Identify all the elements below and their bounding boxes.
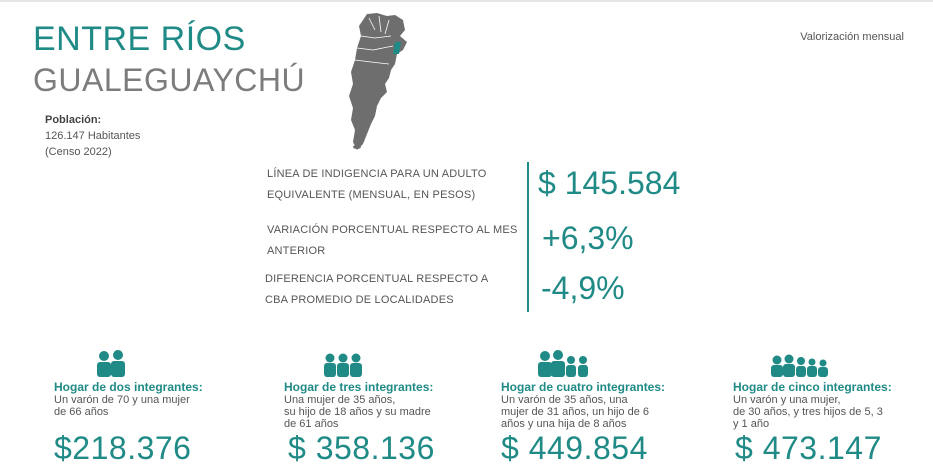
household-3-desc-line2: su hijo de 18 años y su madre (284, 406, 431, 418)
population-value: 126.147 Habitantes (45, 130, 141, 142)
household-4 (501, 350, 731, 466)
indicator-2-value: +6,3% (542, 220, 634, 256)
household-2-price: $218.376 (54, 430, 192, 466)
household-5-title: Hogar de cinco integrantes: (733, 380, 892, 394)
indicator-1-value: $ 145.584 (538, 165, 681, 201)
household-4-desc-line3: años y una hija de 8 años (501, 418, 627, 430)
indicator-3-label-line2: CBA PROMEDIO DE LOCALIDADES (265, 294, 454, 306)
household-4-price: $ 449.854 (501, 430, 648, 466)
report-type-label: Valorización mensual (800, 31, 904, 43)
province-title: ENTRE RÍOS (33, 20, 246, 58)
argentina-map-icon (345, 12, 415, 152)
indicator-2-label-line1: VARIACIÓN PORCENTUAL RESPECTO AL MES (267, 224, 518, 236)
household-3-desc-line1: Una mujer de 35 años, (284, 394, 396, 406)
household-4-desc-line1: Un varón de 35 años, una (501, 394, 628, 406)
household-4-title: Hogar de cuatro integrantes: (501, 380, 666, 394)
indicator-1-label-line1: LÍNEA DE INDIGENCIA PARA UN ADULTO (267, 168, 487, 180)
household-2 (54, 350, 284, 466)
population-source: (Censo 2022) (45, 146, 112, 158)
household-5 (733, 350, 933, 466)
household-3-desc-line3: de 61 años (284, 418, 339, 430)
indicator-1-label (267, 164, 527, 206)
population-block (45, 112, 140, 160)
indicator-3-label-line1: DIFERENCIA PORCENTUAL RESPECTO A (265, 273, 489, 285)
household-3-title: Hogar de tres integrantes: (284, 380, 434, 394)
indicator-3-label (265, 269, 525, 311)
people-icon-4 (537, 350, 731, 378)
indicator-2-label (267, 220, 527, 262)
indicator-divider (527, 162, 529, 312)
city-title: GUALEGUAYCHÚ (33, 62, 306, 98)
indicator-3-value: -4,9% (541, 270, 625, 306)
household-5-desc-line3: y 1 año (733, 418, 770, 430)
people-icon-5 (770, 350, 933, 378)
people-icon-3 (322, 350, 514, 378)
household-5-desc-line2: de 30 años, y tres hijos de 5, 3 (733, 406, 883, 418)
indicator-2-label-line2: ANTERIOR (267, 245, 326, 257)
household-4-desc-line2: mujer de 31 años, un hijo de 6 (501, 406, 649, 418)
top-divider (0, 0, 933, 2)
household-5-desc-line1: Un varón y una mujer, (733, 394, 841, 406)
household-2-desc-line1: Un varón de 70 y una mujer (54, 394, 190, 406)
household-5-price: $ 473.147 (735, 430, 882, 466)
household-3-price: $ 358.136 (288, 430, 435, 466)
household-2-title: Hogar de dos integrantes: (54, 380, 203, 394)
household-2-desc-line2: de 66 años (54, 406, 109, 418)
people-icon-2 (94, 350, 284, 378)
household-3 (284, 350, 514, 466)
indicator-1-label-line2: EQUIVALENTE (MENSUAL, EN PESOS) (267, 189, 476, 201)
population-label: Población: (45, 114, 102, 126)
